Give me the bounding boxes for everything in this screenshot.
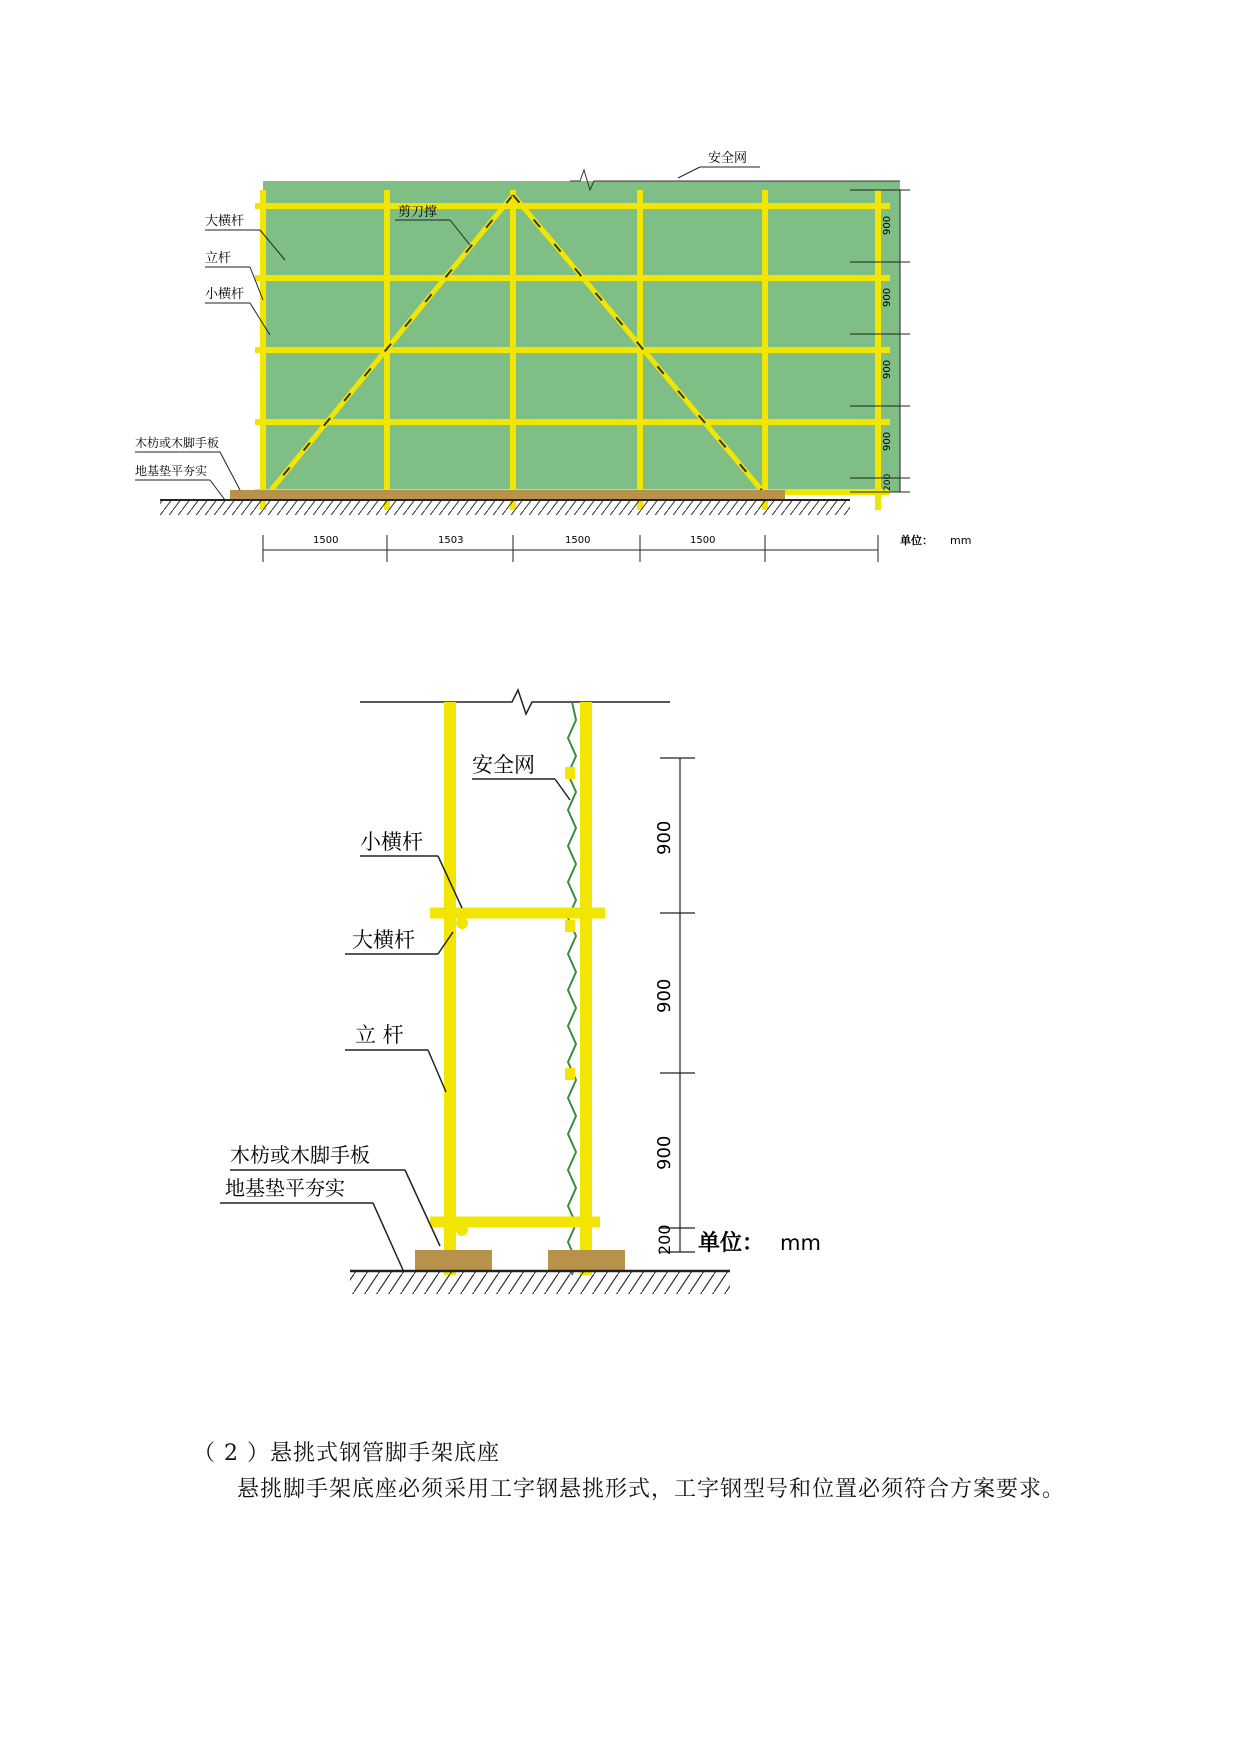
safety-net-panel xyxy=(263,181,900,492)
unit-value: mm xyxy=(950,534,972,547)
hdim-3: 1500 xyxy=(565,535,591,546)
scaffold-section-svg xyxy=(210,680,970,1370)
label-big-ledger: 大横杆 xyxy=(205,214,245,229)
section-paragraph: 悬挑脚手架底座必须采用工字钢悬挑形式，工字钢型号和位置必须符合方案要求。 xyxy=(237,1477,1066,1502)
unit-value: mm xyxy=(780,1231,821,1255)
label-timber-base: 木枋或木脚手板 xyxy=(135,436,220,450)
vdim-4: 200 xyxy=(655,1224,674,1255)
label-ground-leveling: 地基垫平夯实 xyxy=(135,464,208,478)
hdim-2: 1503 xyxy=(438,535,464,546)
label-small-ledger: 小横杆 xyxy=(360,830,423,854)
vdim-3: 900 xyxy=(654,1135,675,1170)
label-upright: 立 杆 xyxy=(355,1023,404,1047)
hdim-1: 1500 xyxy=(313,535,339,546)
hdim-4: 1500 xyxy=(690,535,716,546)
ground-hatch xyxy=(350,1272,730,1294)
label-small-ledger: 小横杆 xyxy=(205,287,245,302)
label-ground-leveling: 地基垫平夯实 xyxy=(225,1176,345,1200)
unit-label: 单位： xyxy=(698,1231,765,1256)
body-text xyxy=(193,1436,1073,1508)
timber-base-inner xyxy=(415,1250,492,1270)
label-safety-net: 安全网 xyxy=(708,151,748,166)
safety-net-line xyxy=(568,702,576,1275)
vdim-2: 900 xyxy=(654,978,675,1013)
label-scissor-brace: 剪刀撑 xyxy=(398,205,438,220)
vdim-5: 200 xyxy=(883,473,893,491)
label-timber-base: 木枋或木脚手板 xyxy=(230,1143,370,1167)
vdim-2: 900 xyxy=(882,287,893,307)
scaffold-elevation-diagram xyxy=(110,150,1060,650)
label-big-ledger: 大横杆 xyxy=(352,928,415,952)
vdim-4: 900 xyxy=(882,431,893,451)
vdim-1: 900 xyxy=(654,820,675,855)
big-ledger-node-lower xyxy=(456,1224,468,1236)
unit-label: 单位： xyxy=(900,534,933,547)
scaffold-section-diagram xyxy=(210,680,970,1370)
label-upright: 立杆 xyxy=(205,251,232,266)
break-mark-top xyxy=(360,690,670,714)
ground-hatch xyxy=(160,501,850,515)
vdim-1: 900 xyxy=(882,215,893,235)
big-ledger-node-upper xyxy=(456,917,468,929)
scaffold-elevation-svg xyxy=(110,150,1060,650)
label-safety-net: 安全网 xyxy=(472,753,535,777)
timber-base-outer xyxy=(548,1250,625,1270)
section-heading: （ 2 ）悬挑式钢管脚手架底座 xyxy=(193,1441,500,1466)
vdim-3: 900 xyxy=(882,359,893,379)
timber-base-board xyxy=(230,490,785,500)
